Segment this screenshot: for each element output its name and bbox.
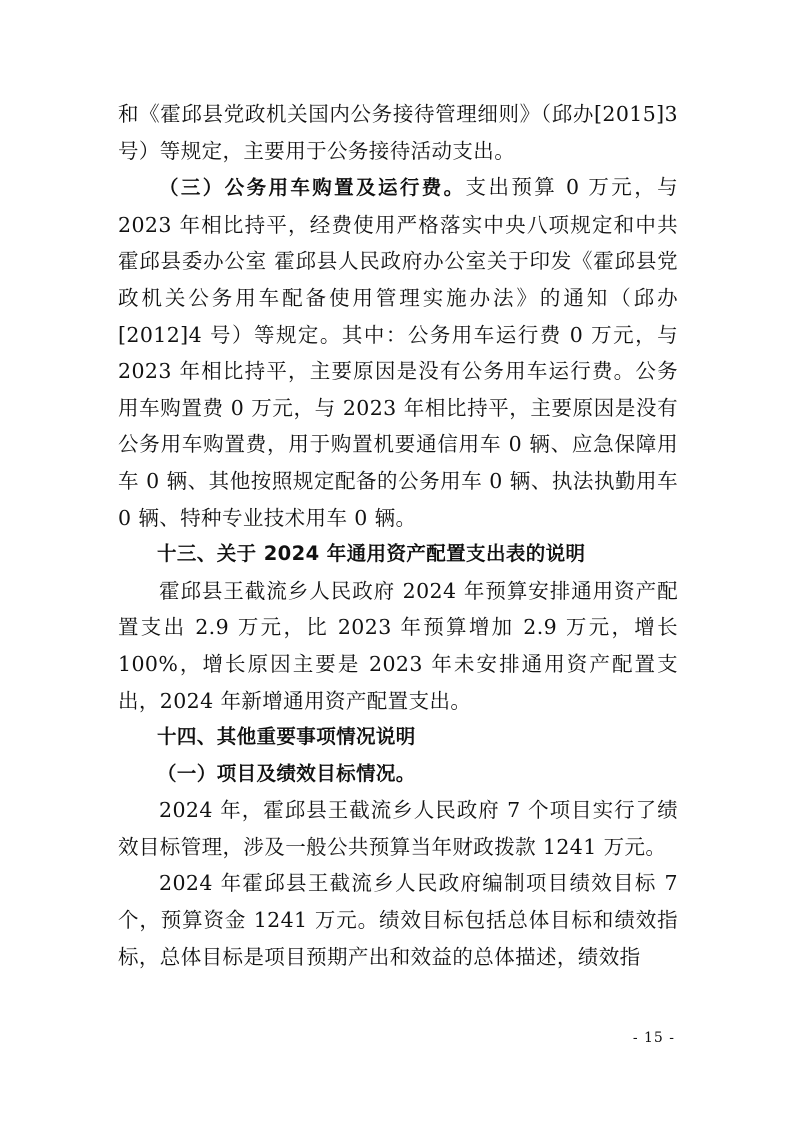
subheading-vehicle-costs: （三）公务用车购置及运行费。 [159,176,466,200]
paragraph-vehicle-costs [118,169,678,536]
page-number: - 15 - [632,1030,675,1046]
paragraph-reception-rules: 和《霍邱县党政机关国内公务接待管理细则》（邱办[2015]3号）等规定，主要用于公务接待活动支出。 [118,102,678,163]
section-heading-14: 十四、其他重要事项情况说明 [157,725,416,749]
document-body [118,96,678,975]
paragraph-projects-count: 2024 年，霍邱县王截流乡人民政府 7 个项目实行了绩效目标管理，涉及一般公共预算当年财政拨款 1241 万元。 [118,798,678,859]
section-heading-13: 十三、关于 2024 年通用资产配置支出表的说明 [157,542,586,566]
paragraph-asset-allocation: 霍邱县王截流乡人民政府 2024 年预算安排通用资产配置支出 2.9 万元，比 2023 年预算增加 2.9 万元，增长 100%，增长原因主要是 2023 年未安排通用资产配置支出，2024 年新增通用资产配置支出。 [118,578,678,713]
subheading-projects-performance: （一）项目及绩效目标情况。 [157,761,416,785]
paragraph-performance-targets: 2024 年霍邱县王截流乡人民政府编制项目绩效目标 7 个，预算资金 1241 万元。绩效目标包括总体目标和绩效指标，总体目标是项目预期产出和效益的总体描述，绩效指 [118,871,678,969]
vehicle-costs-body: 支出预算 0 万元，与 2023 年相比持平，经费使用严格落实中央八项规定和中共霍邱县委办公室 霍邱县人民政府办公室关于印发《霍邱县党政机关公务用车配备使用管理实施办法》的通知（邱办[2012]4 号）等规定。其中：公务用车运行费 0 万元，与 2023 年相比持平，主要原因是没有公务用车运行费。公务用车购置费 0 万元，与 2023 年相比持平，主要原因是没有公务用车购置费，用于购置机要通信用车 0 辆、应急保障用车 0 辆、其他按照规定配备的公务用车 0 辆、执法执勤用车 0 辆、特种专业技术用车 0 辆。 [118,175,678,530]
